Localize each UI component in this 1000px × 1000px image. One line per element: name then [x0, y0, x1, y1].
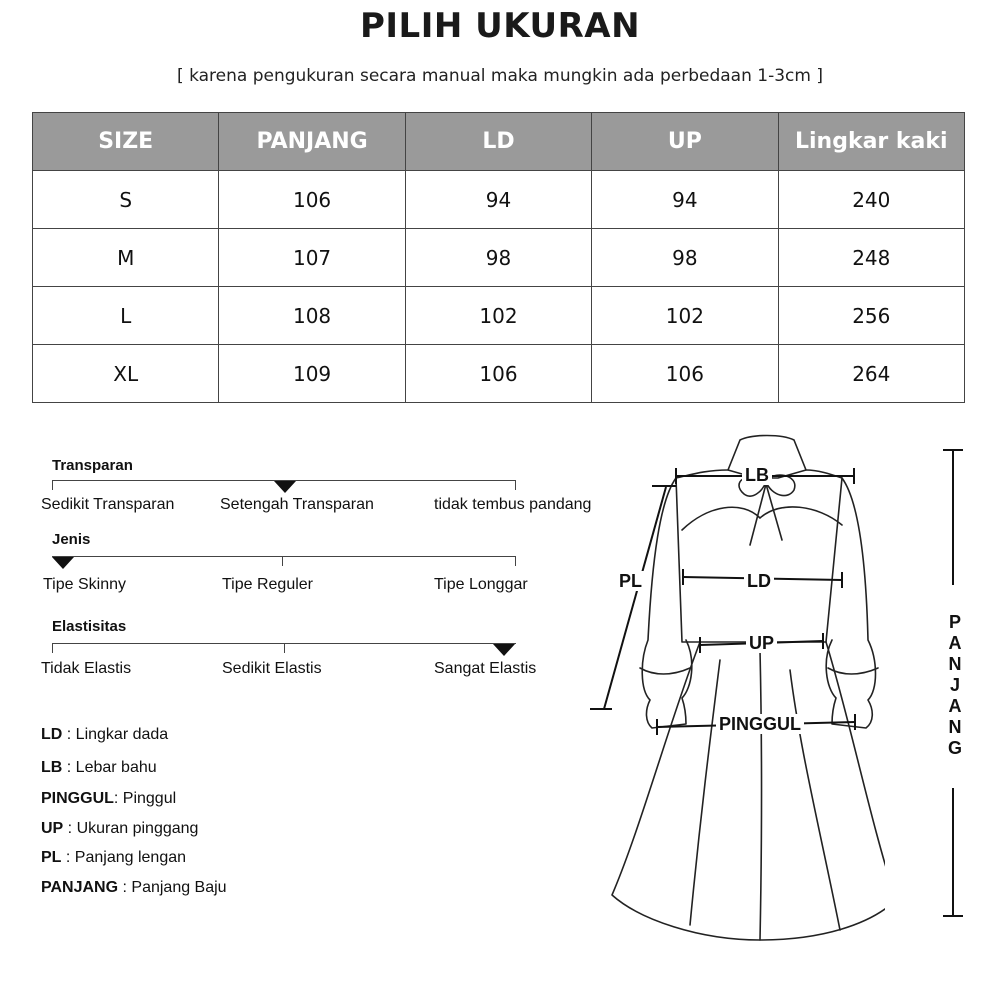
legend-sep: :: [61, 849, 75, 866]
scale-option: Sedikit Elastis: [222, 660, 322, 677]
scale-transparan-label: Transparan: [52, 457, 133, 474]
legend-item: [41, 790, 176, 808]
legend-sep: :: [62, 726, 76, 743]
scale-option-selected: Sangat Elastis: [434, 660, 537, 677]
cell-panjang: 107: [219, 229, 405, 287]
dress-illustration: [585, 425, 885, 950]
scale-jenis-line: [52, 556, 516, 557]
table-header-row: [33, 113, 965, 171]
legend-item: [41, 759, 157, 777]
scale-tick: [515, 480, 516, 490]
legend-desc: Panjang Baju: [131, 879, 227, 896]
page-title: PILIH UKURAN: [359, 6, 641, 46]
panjang-letter: N: [948, 717, 962, 737]
table-row: [33, 229, 965, 287]
legend-sep: :: [113, 790, 123, 807]
scale-option: Sedikit Transparan: [41, 496, 175, 513]
cell-lingkar-kaki: 248: [778, 229, 964, 287]
cell-ld: 102: [405, 287, 591, 345]
size-table: [32, 112, 965, 403]
scale-tick: [282, 556, 283, 566]
label-up: UP: [746, 633, 777, 653]
cell-size: S: [33, 171, 219, 229]
scale-elastisitas-marker: [493, 644, 515, 656]
cell-panjang: 106: [219, 171, 405, 229]
table-row: [33, 287, 965, 345]
cell-size: L: [33, 287, 219, 345]
legend-item: [41, 726, 168, 744]
cell-up: 106: [592, 345, 778, 403]
scale-elastisitas-label: Elastisitas: [52, 618, 127, 635]
legend-desc: Pinggul: [122, 790, 177, 807]
header-up: UP: [592, 113, 778, 171]
label-lb: LB: [742, 465, 772, 485]
legend-item: [41, 849, 186, 867]
scale-tick: [52, 480, 53, 490]
header-ld: LD: [405, 113, 591, 171]
header-panjang: PANJANG: [219, 113, 405, 171]
legend-abbr: PANJANG: [41, 879, 119, 896]
header-lingkar-kaki: Lingkar kaki: [778, 113, 964, 171]
legend-item: [41, 820, 198, 838]
cell-up: 102: [592, 287, 778, 345]
cell-size: M: [33, 229, 219, 287]
legend-abbr: PINGGUL: [41, 790, 114, 807]
left-sleeve: [642, 478, 692, 728]
right-sleeve: [826, 478, 875, 728]
label-pinggul: PINGGUL: [716, 714, 804, 734]
dress-yoke: [682, 507, 842, 530]
scale-option: Tipe Reguler: [222, 576, 314, 593]
legend-desc: Panjang lengan: [74, 849, 187, 866]
skirt-folds: [690, 650, 840, 940]
scale-jenis-label: Jenis: [52, 531, 91, 548]
legend-sep: :: [63, 820, 77, 837]
panjang-letter: G: [947, 738, 962, 758]
label-ld: LD: [744, 571, 774, 591]
scale-tick: [52, 643, 53, 653]
scale-option-selected: Setengah Transparan: [220, 496, 374, 513]
left-cuff: [640, 668, 690, 674]
label-panjang-vertical: [944, 612, 966, 759]
legend-abbr: LB: [41, 759, 63, 776]
cell-lingkar-kaki: 256: [778, 287, 964, 345]
scale-tick: [284, 643, 285, 653]
cell-size: XL: [33, 345, 219, 403]
header-size: SIZE: [33, 113, 219, 171]
legend-desc: Lingkar dada: [75, 726, 169, 743]
scale-option: tidak tembus pandang: [434, 496, 592, 513]
scale-option: Tipe Longgar: [434, 576, 528, 593]
legend-abbr: LD: [41, 726, 63, 743]
panjang-letter: P: [948, 612, 961, 632]
legend-sep: :: [118, 879, 132, 896]
cell-ld: 98: [405, 229, 591, 287]
cell-panjang: 109: [219, 345, 405, 403]
cell-lingkar-kaki: 264: [778, 345, 964, 403]
dress-skirt: [612, 642, 885, 940]
cell-up: 94: [592, 171, 778, 229]
panjang-letter: A: [948, 633, 962, 653]
table-row: [33, 171, 965, 229]
legend-abbr: PL: [41, 849, 62, 866]
scale-tick: [515, 556, 516, 566]
legend-sep: :: [62, 759, 76, 776]
scale-jenis-marker: [52, 557, 74, 569]
cell-panjang: 108: [219, 287, 405, 345]
legend-desc: Ukuran pinggang: [76, 820, 199, 837]
panjang-letter: N: [948, 654, 962, 674]
pl-line: [604, 487, 666, 709]
cell-ld: 94: [405, 171, 591, 229]
panjang-letter: A: [948, 696, 962, 716]
scale-option: Tidak Elastis: [41, 660, 132, 677]
panjang-letter: J: [949, 675, 960, 695]
label-pl: PL: [616, 571, 645, 591]
legend-item: [41, 879, 227, 897]
legend-abbr: UP: [41, 820, 64, 837]
table-row: [33, 345, 965, 403]
dress-bodice: [676, 470, 842, 642]
scale-option-selected: Tipe Skinny: [43, 576, 126, 593]
cell-up: 98: [592, 229, 778, 287]
cell-lingkar-kaki: 240: [778, 171, 964, 229]
measurement-note: [ karena pengukuran secara manual maka mungkin ada perbedaan 1-3cm ]: [177, 66, 823, 86]
scale-transparan-marker: [274, 481, 296, 493]
legend-desc: Lebar bahu: [75, 759, 157, 776]
cell-ld: 106: [405, 345, 591, 403]
